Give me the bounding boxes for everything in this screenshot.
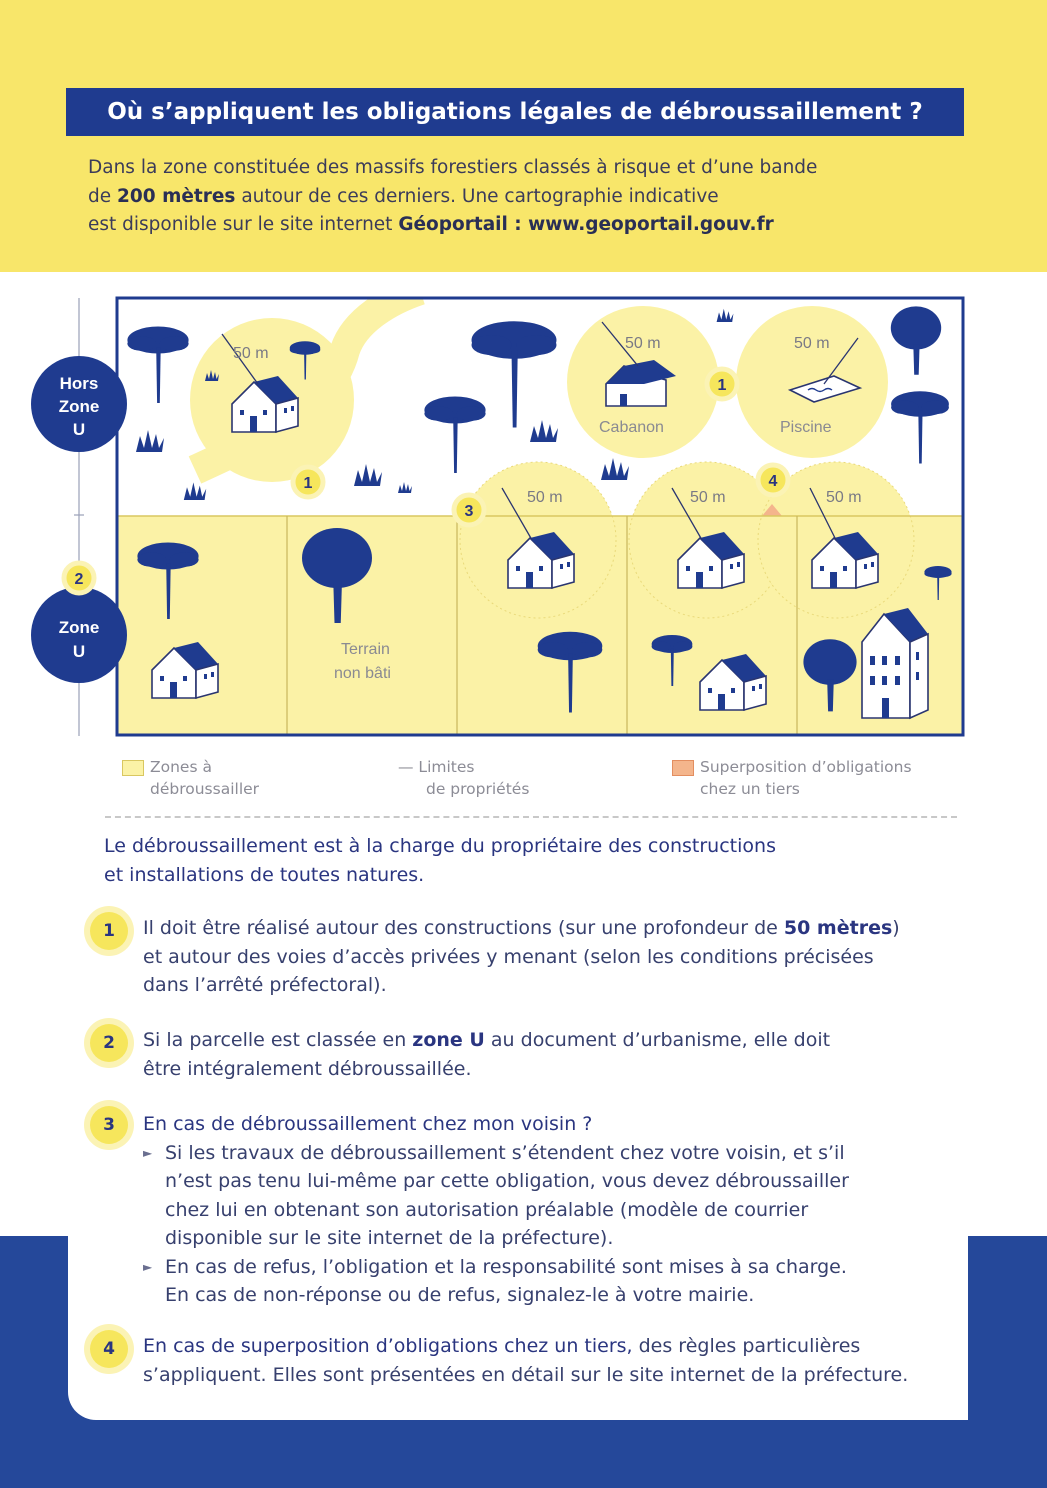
geoportail-link[interactable]: Géoportail : www.geoportail.gouv.fr — [398, 214, 774, 235]
item-4-text — [143, 1332, 963, 1389]
item-3-b2-l2: En cas de non-réponse ou de refus, signalez-le à votre mairie. — [165, 1284, 755, 1306]
item-1-50m: 50 mètres — [783, 917, 893, 939]
item-3-b1-l2: n’est pas tenu lui-même par cette obligation, vous devez débroussailler — [165, 1170, 849, 1192]
legend-limits — [398, 756, 598, 800]
marker-2 — [64, 563, 94, 593]
item-2-text — [143, 1026, 963, 1083]
item-3-b2-l1: En cas de refus, l’obligation et la responsabilité sont mises à sa charge. — [165, 1255, 847, 1278]
legend-overlap-swatch — [672, 760, 694, 776]
dashed-divider — [105, 816, 957, 818]
item-2-zone-u: zone U — [412, 1029, 485, 1051]
item-3-b1-l4: disponible sur le site internet de la préfecture). — [165, 1227, 614, 1249]
intro-line-2-start: de — [88, 185, 118, 207]
item-4-number: 4 — [90, 1330, 128, 1368]
legend-overlap-line2: chez un tiers — [700, 780, 800, 798]
item-2-line1-end: au document d’urbanisme, elle doit — [484, 1029, 831, 1051]
legend-zones-line2: débroussailler — [150, 780, 260, 798]
page-title: Où s’appliquent les obligations légales de débroussaillement ? — [66, 88, 964, 136]
intro-200m: 200 mètres — [117, 185, 236, 207]
item-1-text — [143, 914, 963, 1000]
item-3-bullet-2 — [143, 1253, 963, 1310]
distance-label-4a: 50 m — [690, 489, 726, 506]
marker-4 — [758, 465, 788, 495]
distance-label-piscine: 50 m — [794, 335, 830, 352]
intro-line-3-start: est disponible sur le site internet — [88, 214, 399, 235]
marker-3 — [454, 495, 484, 525]
item-1-line1-start: Il doit être réalisé autour des constructions (sur une profondeur de — [143, 917, 784, 939]
item-2-number: 2 — [90, 1024, 128, 1062]
intro-line-1: Dans la zone constituée des massifs forestiers classés à risque et d’une bande — [88, 157, 818, 178]
marker-4-label: 4 — [768, 473, 778, 490]
terrain-label-line2: non bâti — [334, 665, 391, 682]
item-3-lead: En cas de débroussaillement chez mon voisin ? — [143, 1113, 593, 1135]
distance-label-4b: 50 m — [826, 489, 862, 506]
item-3-b1-l3: chez lui en obtenant son autorisation préalable (modèle de courrier — [165, 1198, 809, 1221]
zone-u-line1: Zone — [58, 618, 100, 637]
piscine-label: Piscine — [780, 419, 832, 436]
item-1-line1-end: ) — [892, 917, 900, 939]
hors-zone-line1: Hors — [59, 374, 99, 393]
intro-line-2-end: autour de ces derniers. Une cartographie indicative — [235, 185, 719, 207]
intro-paragraph — [88, 154, 968, 240]
item-3-text — [143, 1110, 963, 1310]
hors-zone-line3: U — [72, 420, 86, 439]
marker-1-right-label: 1 — [717, 377, 727, 394]
legend-zones-swatch — [122, 760, 144, 776]
legend-zones-line1: Zones à — [150, 758, 212, 776]
distance-label-3: 50 m — [527, 489, 563, 506]
marker-1-right — [707, 369, 737, 399]
item-2-line1-start: Si la parcelle est classée en — [143, 1029, 413, 1051]
legend-zones — [122, 756, 370, 800]
marker-2-label: 2 — [74, 571, 84, 588]
legend-overlap — [672, 756, 990, 800]
section-title — [104, 832, 904, 890]
distance-label-cabanon: 50 m — [625, 335, 661, 352]
item-3-number: 3 — [90, 1106, 128, 1144]
marker-3-label: 3 — [464, 503, 474, 520]
item-1-number: 1 — [90, 912, 128, 950]
item-3-bullet-1 — [143, 1139, 963, 1253]
section-title-line1: Le débroussaillement est à la charge du propriétaire des constructions — [104, 835, 776, 857]
legend-limits-line1: — Limites — [398, 758, 475, 776]
item-4-lead: En cas de superposition d’obligations chez un tiers, — [143, 1335, 633, 1357]
cabanon-label: Cabanon — [599, 419, 664, 436]
marker-1-left — [293, 467, 323, 497]
item-1-line3: dans l’arrêté préfectoral). — [143, 974, 387, 996]
item-3-b1-l1: Si les travaux de débroussaillement s’étendent chez votre voisin, et s’il — [165, 1141, 845, 1164]
legend-limits-line2: de propriétés — [426, 780, 530, 798]
distance-label-top-house: 50 m — [233, 345, 269, 362]
zone-u-line2: U — [72, 642, 86, 661]
obligation-diagram — [0, 290, 1047, 746]
legend-overlap-line1: Superposition d’obligations — [700, 758, 912, 776]
hors-zone-line2: Zone — [58, 397, 100, 416]
item-2-line2: être intégralement débroussaillée. — [143, 1057, 472, 1080]
marker-1-left-label: 1 — [303, 475, 313, 492]
item-1-line2: et autour des voies d’accès privées y menant (selon les conditions précisées — [143, 945, 874, 968]
item-4-line2: s’appliquent. Elles sont présentées en détail sur le site internet de la préfecture. — [143, 1363, 909, 1386]
item-4-line1-end: des règles particulières — [632, 1335, 861, 1357]
section-title-line2: et installations de toutes natures. — [104, 864, 425, 886]
terrain-label-line1: Terrain — [341, 641, 390, 658]
